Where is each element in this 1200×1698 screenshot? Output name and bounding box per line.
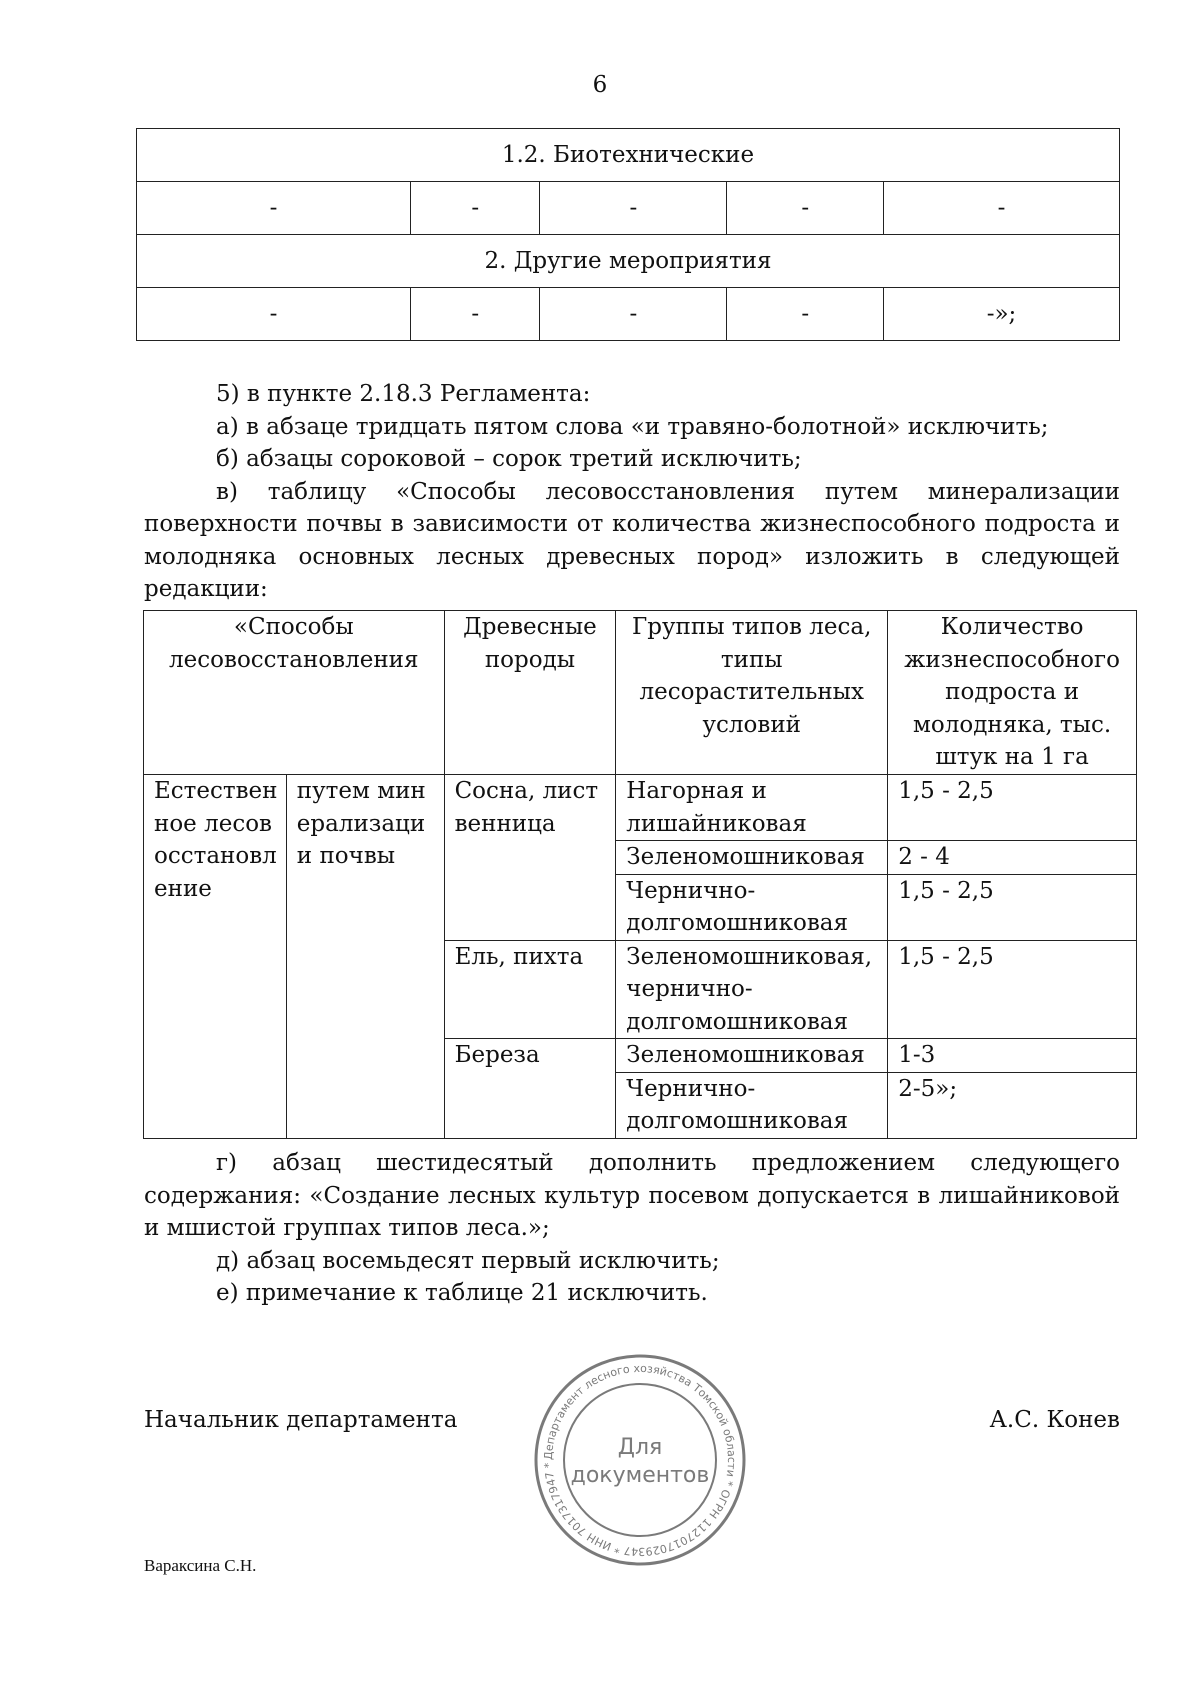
quantity-cell: 2-5»;: [888, 1072, 1137, 1138]
official-stamp: [530, 1350, 750, 1570]
table-cell: -: [884, 182, 1120, 235]
table-row: [144, 775, 1137, 841]
stamp-inner-ring: [564, 1384, 716, 1536]
table-cell: -: [137, 288, 411, 341]
table-row: [137, 182, 1120, 235]
table-cell: -: [540, 288, 727, 341]
executor-name: Вараксина С.Н.: [144, 1556, 257, 1575]
table-cell: -»;: [884, 288, 1120, 341]
quantity-cell: 2 - 4: [888, 841, 1137, 875]
quantity-cell: 1-3: [888, 1039, 1137, 1073]
stamp-ring-text: Департамент лесного хозяйства Томской области * ОГРН 1127017029347 * ИНН 7017317947 *: [541, 1361, 739, 1559]
paragraph-d: д) абзац восемьдесят первый исключить;: [216, 1248, 720, 1274]
quantity-cell: 1,5 - 2,5: [888, 775, 1137, 841]
species-birch: Береза: [444, 1039, 616, 1139]
header-species: Древесные породы: [444, 611, 616, 775]
reforestation-table: [143, 610, 1137, 1139]
paragraph-e: е) примечание к таблице 21 исключить.: [216, 1280, 708, 1306]
table-cell: -: [411, 288, 540, 341]
method-natural: Естественное лесовосстановление: [144, 775, 287, 1139]
stamp-center-line-2: документов: [570, 1463, 710, 1488]
paragraph-g-line-3: и мшистой группах типов леса.»;: [144, 1215, 550, 1241]
stamp-outer-ring: [536, 1356, 744, 1564]
top-table: [136, 128, 1120, 341]
forest-group-cell: Нагорная и лишайниковая: [616, 775, 888, 841]
paragraph-5: 5) в пункте 2.18.3 Регламента:: [216, 381, 591, 407]
table-cell: -: [540, 182, 727, 235]
table-row: [137, 288, 1120, 341]
quantity-cell: 1,5 - 2,5: [888, 940, 1137, 1039]
header-forest-groups: Группы типов леса, типы лесорастительных условий: [616, 611, 888, 775]
forest-group-cell: Чернично-долгомошниковая: [616, 1072, 888, 1138]
paragraph-v-line-1: в) таблицу «Способы лесовосстановления путем минерализации: [216, 479, 1120, 505]
section-other-measures: 2. Другие мероприятия: [137, 235, 1120, 288]
forest-group-cell: Зеленомошниковая: [616, 841, 888, 875]
page-number: 6: [592, 72, 608, 98]
paragraph-b: б) абзацы сороковой – сорок третий исключить;: [216, 446, 802, 472]
forest-group-cell: Чернично-долгомошниковая: [616, 874, 888, 940]
table-header-row: [144, 611, 1137, 775]
paragraph-g-line-1: г) абзац шестидесятый дополнить предложением следующего: [216, 1150, 1120, 1176]
species-spruce-fir: Ель, пихта: [444, 940, 616, 1039]
table-cell: -: [411, 182, 540, 235]
paragraph-a: а) в абзаце тридцать пятом слова «и травяно-болотной» исключить;: [216, 414, 1049, 440]
table-cell: -: [137, 182, 411, 235]
paragraph-g-line-2: содержания: «Создание лесных культур посевом допускается в лишайниковой: [144, 1183, 1120, 1209]
method-mineralization: путем минерализации почвы: [286, 775, 444, 1139]
paragraph-v-line-3: молодняка основных лесных древесных пород» изложить в следующей: [144, 544, 1120, 570]
signatory-name: А.С. Конев: [989, 1407, 1120, 1433]
stamp-center-line-1: Для: [617, 1435, 663, 1460]
header-quantity: Количество жизнеспособного подроста и молодняка, тыс. штук на 1 га: [888, 611, 1137, 775]
table-cell: -: [727, 182, 884, 235]
forest-group-cell: Зеленомошниковая: [616, 1039, 888, 1073]
signatory-position: Начальник департамента: [144, 1407, 458, 1433]
forest-group-cell: Зеленомошниковая, чернично-долгомошниковая: [616, 940, 888, 1039]
species-pine-larch: Сосна, лиственница: [444, 775, 616, 941]
table-cell: -: [727, 288, 884, 341]
quantity-cell: 1,5 - 2,5: [888, 874, 1137, 940]
header-methods: «Способы лесовосстановления: [144, 611, 445, 775]
section-biotechnical: 1.2. Биотехнические: [137, 129, 1120, 182]
paragraph-v-line-2: поверхности почвы в зависимости от количества жизнеспособного подроста и: [144, 511, 1120, 537]
paragraph-v-line-4: редакции:: [144, 576, 268, 602]
